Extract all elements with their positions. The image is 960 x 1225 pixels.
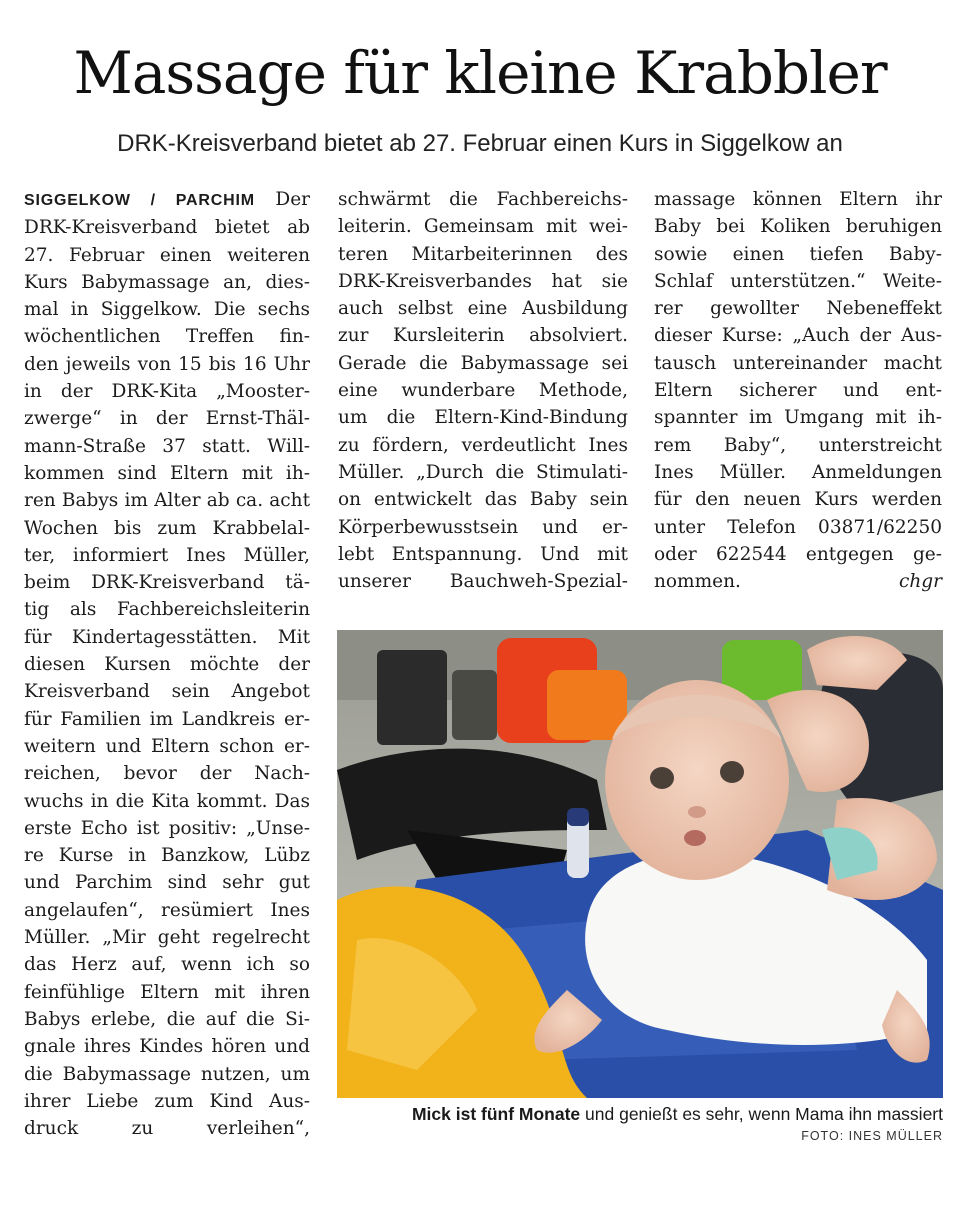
photo-caption [337, 1102, 943, 1126]
text-line: um die Eltern-Kind-Bindung [338, 407, 628, 429]
text-line: DRK-Kreisverbandes hat sie [338, 270, 628, 292]
text-line: schwärmt die Fachbereichs- [338, 189, 628, 210]
baby-eye-right [720, 761, 744, 783]
text-line: unserer Bauchweh-Spezial- [338, 571, 628, 593]
subheadline: DRK-Kreisverband bietet ab 27. Februar einen Kurs in Siggelkow an [117, 130, 843, 157]
text-line: Müller. „Durch die Stimulati- [338, 461, 628, 483]
text-line: Kurs Babymassage an, dies- [24, 271, 310, 293]
text-line: feinfühlige Eltern mit ihren [24, 981, 310, 1003]
text-line: tig als Fachbereichsleiterin [24, 599, 310, 621]
text-line: zur Kursleiterin absolviert. [338, 325, 628, 347]
text-line: eine wunderbare Methode, [338, 380, 628, 402]
text-line: tausch untereinander macht [654, 352, 942, 374]
text-line: unter Telefon 03871/62250 [654, 516, 942, 538]
text-line: Körperbewusstsein und er- [338, 516, 628, 538]
text-line: re Kurse in Banzkow, Lübz [24, 845, 310, 867]
article-column-2 [338, 186, 628, 595]
baby-eye-left [650, 767, 674, 789]
text-line: Babys erlebe, die auf die Si- [24, 1008, 310, 1030]
oil-bottle-cap [567, 808, 589, 826]
text-line: druck zu verleihen“, [24, 1118, 310, 1140]
text-line: zu fördern, verdeutlicht Ines [338, 434, 628, 456]
text-line: mal in Siggelkow. Die sechs [24, 299, 310, 321]
author-signature: chgr [899, 571, 942, 593]
text-line: kommen sind Eltern mit ih- [24, 462, 310, 484]
text-line: das Herz auf, wenn ich so [24, 954, 310, 976]
article-photo [337, 630, 943, 1098]
text-line: und Parchim sind sehr gut [24, 872, 310, 894]
text-line: Gerade die Babymassage sei [338, 352, 628, 374]
text-line: den jeweils von 15 bis 16 Uhr [24, 353, 310, 375]
text-line: in der DRK-Kita „Mooster- [24, 381, 310, 403]
text-line: für den neuen Kurs werden [654, 489, 942, 511]
text-fragment: Der [275, 189, 310, 210]
article-column-1 [24, 186, 310, 1142]
text-line: Eltern sicherer und ent- [654, 380, 942, 402]
text-line: on entwickelt das Baby sein [338, 489, 628, 511]
text-line: diesen Kursen möchte der [24, 654, 310, 676]
caption-bold: Mick ist fünf Monate [411, 1104, 581, 1124]
text-line: Wochen bis zum Krabbelal- [24, 517, 310, 539]
text-line: rem Baby“, unterstreicht [654, 434, 942, 456]
text-fragment: nommen. [654, 571, 741, 593]
text-line: für Familien im Landkreis er- [24, 708, 310, 730]
text-line: spannter im Umgang mit ih- [654, 407, 942, 429]
photo-credit: FOTO: INES MÜLLER [801, 1129, 943, 1143]
baby-nose [688, 806, 706, 818]
text-line: wöchentlichen Treffen fin- [24, 326, 310, 348]
text-line: ren Babys im Alter ab ca. acht [24, 490, 310, 512]
trash-bin [377, 650, 447, 745]
text-line: Schlaf unterstützen.“ Weite- [654, 270, 942, 292]
text-line: DRK-Kreisverband bietet ab [24, 217, 310, 239]
text-line: die Babymassage nutzen, um [24, 1063, 310, 1085]
text-line: ter, informiert Ines Müller, [24, 544, 310, 566]
text-line: Müller. „Mir geht regelrecht [24, 927, 310, 949]
text-line: teren Mitarbeiterinnen des [338, 243, 628, 265]
text-line: gnale ihres Kindes hören und [24, 1036, 310, 1058]
text-line: lebt Entspannung. Und mit [338, 543, 628, 565]
text-line: zwerge“ in der Ernst-Thäl- [24, 408, 310, 430]
text-line: 27. Februar einen weiteren [24, 244, 310, 266]
article-column-3 [654, 186, 942, 595]
play-cushion-orange [547, 670, 627, 740]
text-line: beim DRK-Kreisverband tä- [24, 572, 310, 594]
text-line: auch selbst eine Ausbildung [338, 298, 628, 320]
text-line-last [654, 568, 942, 595]
bin [452, 670, 497, 740]
text-line: mann-Straße 37 statt. Will- [24, 435, 310, 457]
text-line: reichen, bevor der Nach- [24, 763, 310, 785]
text-line: für Kindertagesstätten. Mit [24, 626, 310, 648]
text-line: dieser Kurse: „Auch der Aus- [654, 325, 942, 347]
text-line [24, 186, 310, 214]
baby-mouth [684, 830, 706, 846]
text-line: erste Echo ist positiv: „Unse- [24, 817, 310, 839]
text-line: Baby bei Koliken beruhigen [654, 216, 942, 238]
dateline: SIGGELKOW / PARCHIM [24, 192, 255, 209]
headline: Massage für kleine Krabbler [73, 39, 887, 107]
text-line: weitern und Eltern schon er- [24, 735, 310, 757]
text-line: Ines Müller. Anmeldungen [654, 461, 942, 483]
text-line: rer gewollter Nebeneffekt [654, 298, 942, 320]
text-line: leiterin. Gemeinsam mit wei- [338, 216, 628, 238]
text-line: angelaufen“, resümiert Ines [24, 899, 310, 921]
text-line: oder 622544 entgegen ge- [654, 543, 942, 565]
caption-text: und genießt es sehr, wenn Mama ihn massiert [580, 1104, 943, 1124]
text-line: massage können Eltern ihr [654, 189, 942, 210]
photo-illustration [337, 630, 943, 1098]
text-line: sowie einen tiefen Baby- [654, 243, 942, 265]
text-line: ihrer Liebe zum Kind Aus- [24, 1090, 310, 1112]
text-line: Kreisverband sein Angebot [24, 681, 310, 703]
text-line: wuchs in die Kita kommt. Das [24, 790, 310, 812]
